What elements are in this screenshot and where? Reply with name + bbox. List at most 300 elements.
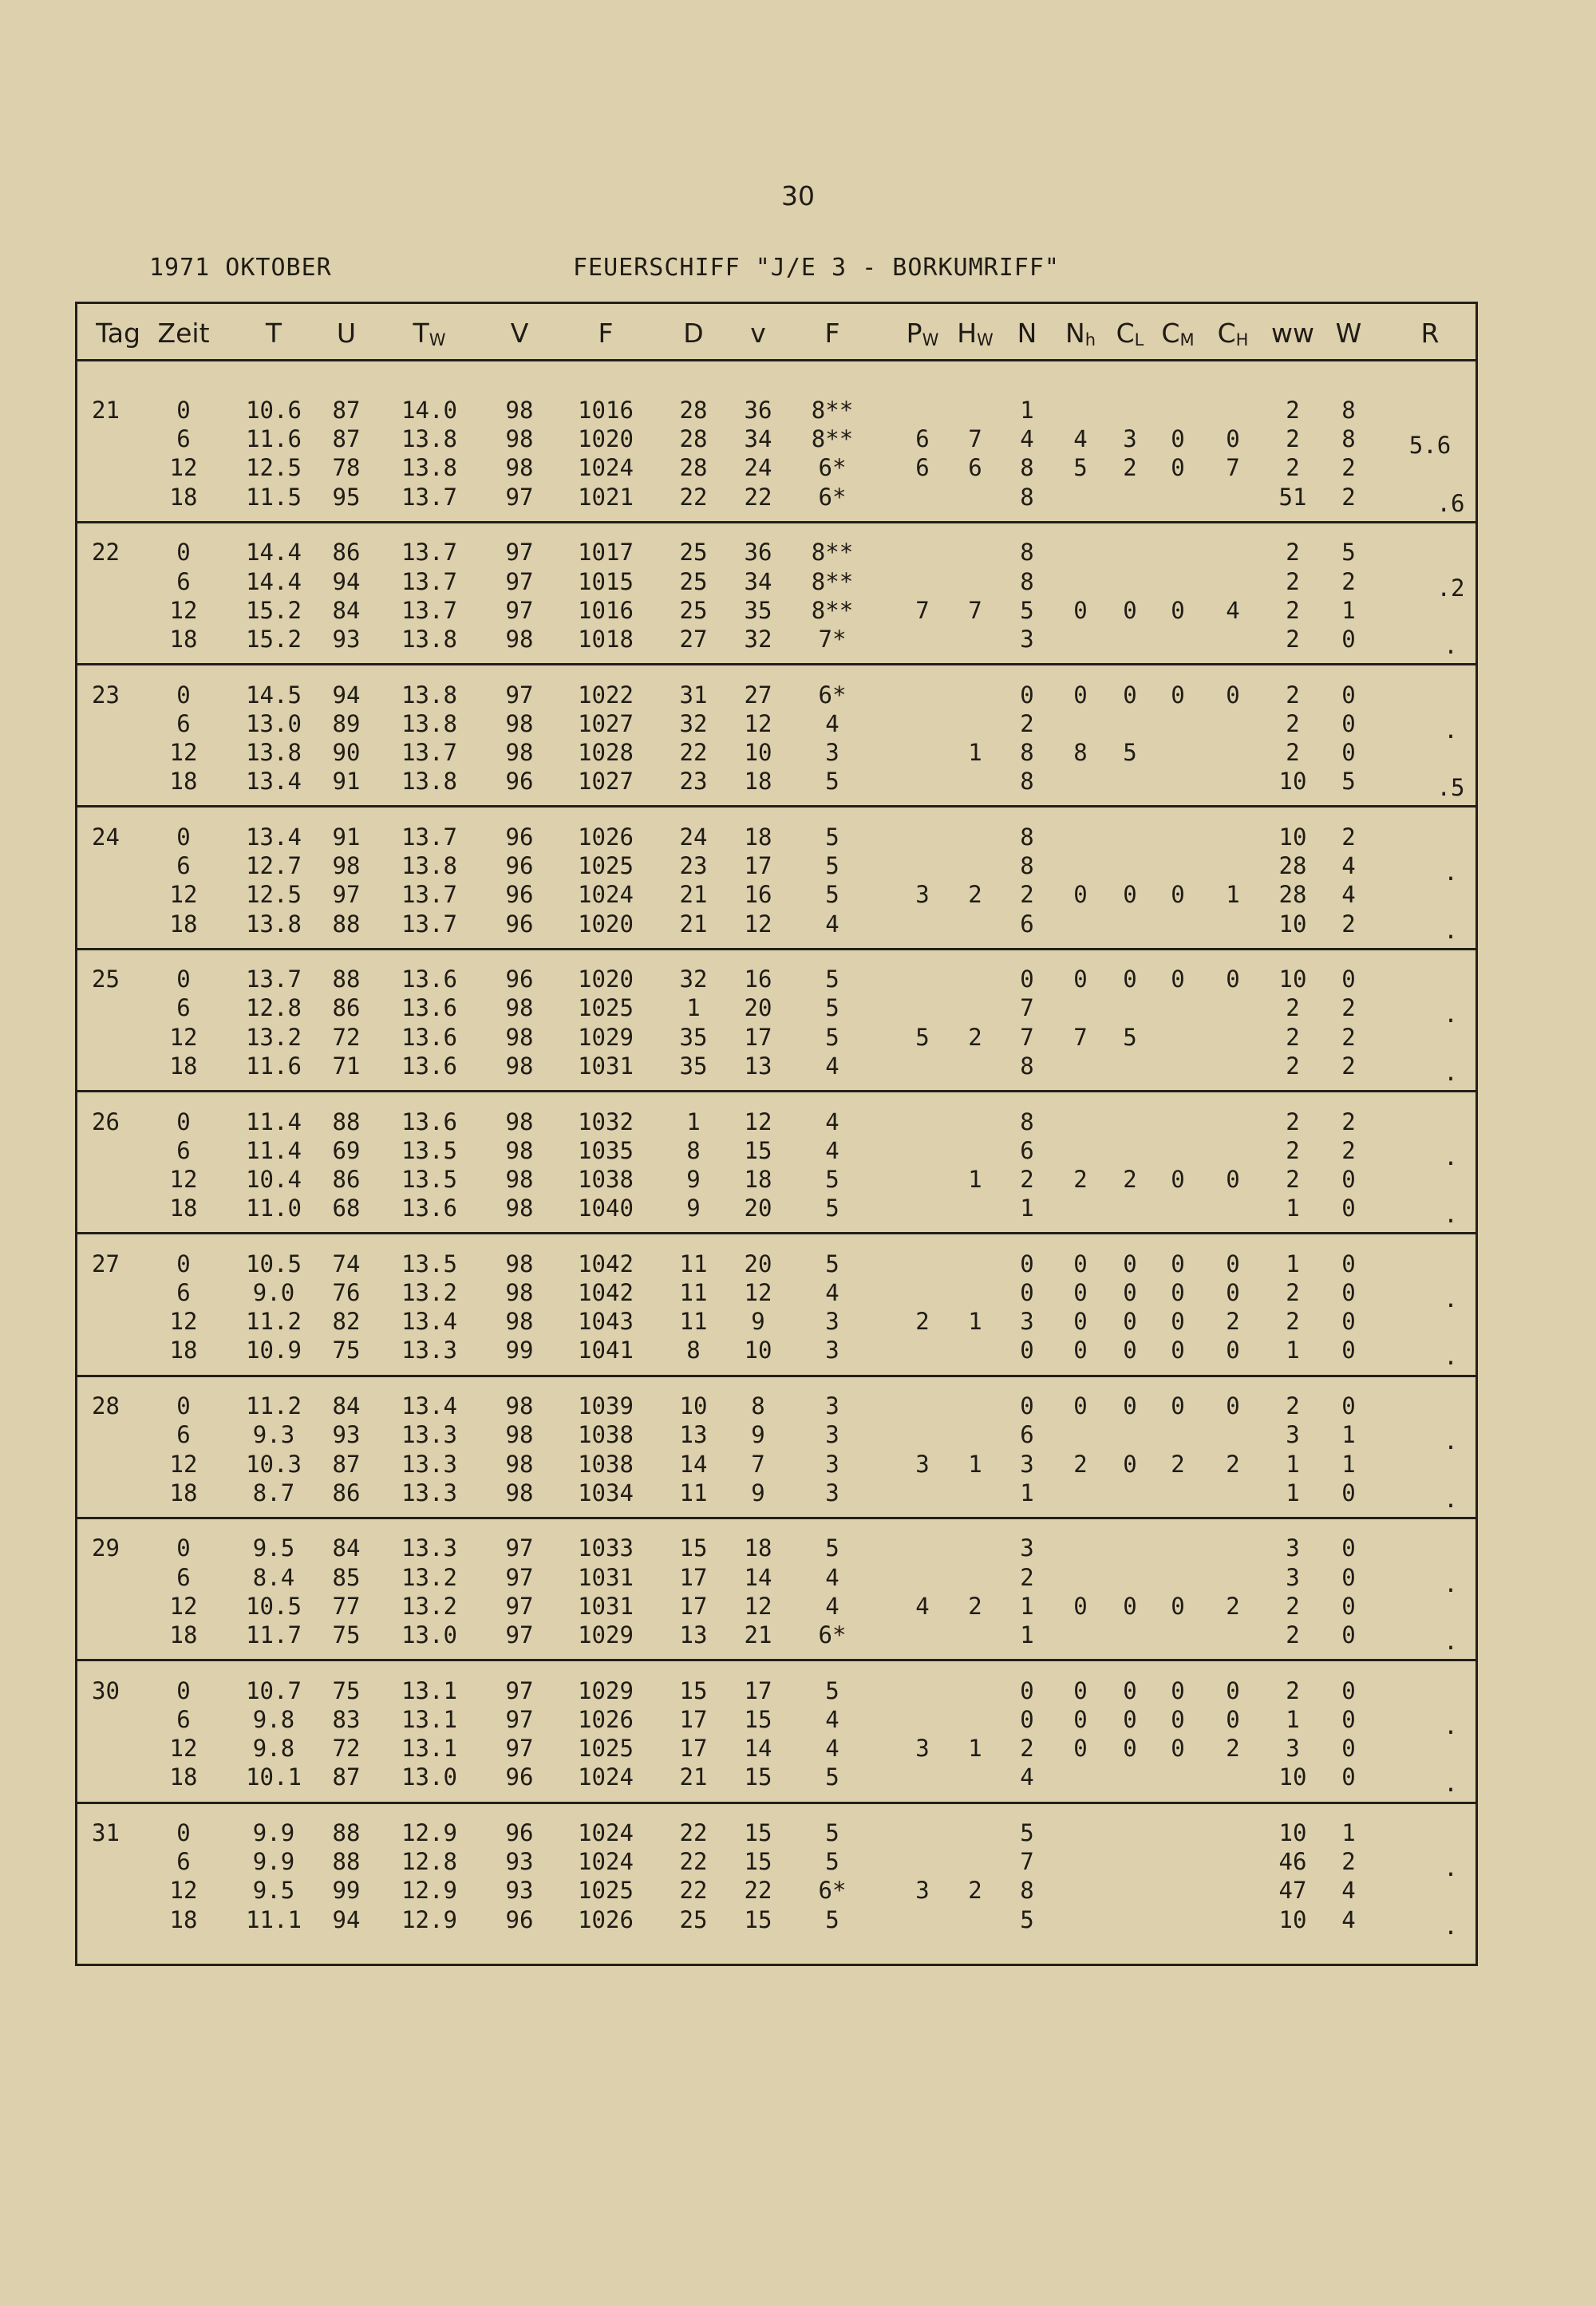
cell-d: 25 (679, 539, 708, 567)
cell-t: 11.4 (246, 1136, 302, 1164)
day-separator (75, 1375, 1478, 1377)
cell-d: 28 (679, 425, 708, 453)
column-header-label: Zeit (157, 318, 210, 349)
cell-nh: 7 (1073, 1023, 1088, 1051)
cell-n: 2 (1020, 1563, 1034, 1591)
cell-zeit: 6 (176, 567, 191, 595)
cell-r: . (1444, 1770, 1458, 1798)
cell-n: 7 (1020, 1848, 1034, 1876)
day-separator (75, 1802, 1478, 1804)
cell-u: 87 (332, 1450, 361, 1478)
cell-n: 4 (1020, 1763, 1034, 1791)
cell-r: . (1444, 1427, 1458, 1455)
cell-zeit: 0 (176, 965, 191, 993)
cell-pw: 7 (915, 596, 930, 624)
cell-cm: 0 (1171, 681, 1185, 709)
cell-r: . (1444, 1343, 1458, 1371)
cell-d: 17 (679, 1592, 708, 1620)
column-header-label: C (1217, 318, 1236, 349)
cell-ch: 0 (1226, 1279, 1240, 1306)
cell-cm: 0 (1171, 1308, 1185, 1336)
cell-tw: 13.6 (401, 994, 457, 1022)
cell-ww: 1 (1286, 1450, 1300, 1478)
cell-t: 8.7 (252, 1479, 295, 1506)
cell-u: 88 (332, 1819, 361, 1846)
cell-f: 3 (825, 1479, 839, 1506)
cell-u: 93 (332, 1421, 361, 1449)
cell-v: 98 (505, 1479, 534, 1506)
cell-n: 0 (1020, 1392, 1034, 1420)
cell-tw: 13.1 (401, 1705, 457, 1733)
cell-w: 8 (1341, 397, 1356, 424)
cell-t: 10.7 (246, 1676, 302, 1704)
column-header-subscript: W (977, 330, 994, 349)
column-header-cm (1161, 318, 1194, 349)
cell-nh: 0 (1073, 1337, 1088, 1364)
day-separator (75, 663, 1478, 665)
cell-v: 96 (505, 1905, 534, 1933)
cell-u: 72 (332, 1735, 361, 1763)
cell-tw: 13.6 (401, 965, 457, 993)
cell-pw: 6 (915, 425, 930, 453)
cell-hw: 1 (968, 739, 982, 766)
cell-u: 94 (332, 1905, 361, 1933)
cell-ww: 3 (1286, 1534, 1300, 1562)
cell-w: 2 (1341, 567, 1356, 595)
cell-cl: 0 (1123, 1279, 1137, 1306)
cell-cm: 0 (1171, 965, 1185, 993)
cell-t: 12.5 (246, 454, 302, 482)
cell-w: 0 (1341, 1194, 1356, 1222)
cell-tw: 13.7 (401, 567, 457, 595)
cell-t: 10.3 (246, 1450, 302, 1478)
cell-u: 82 (332, 1308, 361, 1336)
cell-r: . (1444, 1628, 1458, 1655)
cell-r: . (1444, 1712, 1458, 1739)
cell-f: 3 (825, 1392, 839, 1420)
cell-d: 17 (679, 1563, 708, 1591)
cell-zeit: 0 (176, 1250, 191, 1277)
cell-zeit: 18 (169, 1905, 198, 1933)
cell-d: 14 (679, 1450, 708, 1478)
day-separator (75, 521, 1478, 523)
cell-v: 98 (505, 994, 534, 1022)
day-number: 30 (92, 1676, 120, 1704)
cell-hw: 1 (968, 1735, 982, 1763)
cell-u: 71 (332, 1052, 361, 1080)
cell-f: 5 (825, 1763, 839, 1791)
cell-v: 15 (744, 1905, 772, 1933)
cell-f: 4 (825, 1108, 839, 1135)
cell-w: 4 (1341, 881, 1356, 909)
cell-n: 8 (1020, 1877, 1034, 1905)
cell-r: . (1444, 1912, 1458, 1940)
column-header-n (1017, 318, 1037, 349)
cell-v: 98 (505, 425, 534, 453)
cell-zeit: 12 (169, 1877, 198, 1905)
cell-d: 23 (679, 768, 708, 796)
cell-tw: 13.8 (401, 425, 457, 453)
cell-v: 97 (505, 1592, 534, 1620)
cell-ch: 0 (1226, 1676, 1240, 1704)
cell-fp: 1020 (578, 425, 634, 453)
cell-n: 3 (1020, 1308, 1034, 1336)
cell-d: 8 (686, 1337, 701, 1364)
cell-zeit: 18 (169, 910, 198, 938)
cell-cl: 0 (1123, 965, 1137, 993)
cell-cl: 5 (1123, 739, 1137, 766)
cell-nh: 0 (1073, 1308, 1088, 1336)
cell-fp: 1043 (578, 1308, 634, 1336)
cell-v: 97 (505, 539, 534, 567)
day-number: 21 (92, 397, 120, 424)
cell-d: 25 (679, 567, 708, 595)
cell-fp: 1022 (578, 681, 634, 709)
cell-ww: 2 (1286, 709, 1300, 737)
cell-u: 75 (332, 1621, 361, 1649)
cell-f: 3 (825, 1308, 839, 1336)
cell-d: 13 (679, 1621, 708, 1649)
cell-d: 23 (679, 852, 708, 880)
cell-hw: 2 (968, 881, 982, 909)
cell-tw: 13.6 (401, 1108, 457, 1135)
cell-v: 12 (744, 1108, 772, 1135)
cell-w: 0 (1341, 739, 1356, 766)
cell-n: 3 (1020, 1534, 1034, 1562)
cell-w: 0 (1341, 1563, 1356, 1591)
cell-tw: 13.0 (401, 1621, 457, 1649)
cell-fp: 1024 (578, 881, 634, 909)
cell-zeit: 12 (169, 596, 198, 624)
cell-zeit: 6 (176, 1705, 191, 1733)
cell-v: 15 (744, 1819, 772, 1846)
cell-v: 97 (505, 1534, 534, 1562)
cell-d: 11 (679, 1479, 708, 1506)
cell-zeit: 0 (176, 823, 191, 851)
cell-w: 1 (1341, 1421, 1356, 1449)
cell-v: 98 (505, 1392, 534, 1420)
cell-v: 98 (505, 397, 534, 424)
cell-tw: 13.7 (401, 910, 457, 938)
cell-tw: 14.0 (401, 397, 457, 424)
cell-n: 0 (1020, 1250, 1034, 1277)
cell-tw: 13.6 (401, 1194, 457, 1222)
cell-zeit: 18 (169, 483, 198, 511)
cell-tw: 13.3 (401, 1534, 457, 1562)
cell-v: 99 (505, 1337, 534, 1364)
cell-f: 4 (825, 1735, 839, 1763)
cell-v: 20 (744, 1194, 772, 1222)
cell-nh: 0 (1073, 881, 1088, 909)
cell-cm: 0 (1171, 425, 1185, 453)
cell-cm: 0 (1171, 454, 1185, 482)
cell-v: 17 (744, 1676, 772, 1704)
cell-w: 1 (1341, 1819, 1356, 1846)
cell-ch: 0 (1226, 681, 1240, 709)
cell-r: . (1444, 859, 1458, 886)
cell-zeit: 6 (176, 1279, 191, 1306)
cell-ww: 2 (1286, 567, 1300, 595)
cell-d: 28 (679, 454, 708, 482)
column-header-subscript: W (922, 330, 939, 349)
column-header-v (511, 318, 529, 349)
cell-cm: 0 (1171, 881, 1185, 909)
cell-zeit: 0 (176, 539, 191, 567)
column-header-cl (1116, 318, 1144, 349)
cell-t: 11.2 (246, 1308, 302, 1336)
cell-tw: 13.3 (401, 1479, 457, 1506)
cell-f: 3 (825, 739, 839, 766)
cell-zeit: 0 (176, 397, 191, 424)
cell-d: 9 (686, 1194, 701, 1222)
cell-n: 2 (1020, 1735, 1034, 1763)
cell-tw: 13.4 (401, 1308, 457, 1336)
cell-t: 12.7 (246, 852, 302, 880)
cell-t: 13.4 (246, 823, 302, 851)
cell-r: 5.6 (1408, 432, 1452, 460)
cell-fp: 1031 (578, 1563, 634, 1591)
cell-t: 14.4 (246, 567, 302, 595)
cell-t: 8.4 (252, 1563, 295, 1591)
cell-fp: 1033 (578, 1534, 634, 1562)
cell-ch: 0 (1226, 1250, 1240, 1277)
cell-v: 97 (505, 596, 534, 624)
cell-cl: 0 (1123, 1592, 1137, 1620)
cell-w: 0 (1341, 1279, 1356, 1306)
header-separator (75, 359, 1478, 361)
cell-tw: 13.6 (401, 1023, 457, 1051)
cell-u: 68 (332, 1194, 361, 1222)
column-header-subscript: H (1235, 330, 1249, 349)
column-header-subscript: h (1084, 330, 1096, 349)
column-header-v (750, 318, 766, 349)
cell-t: 13.8 (246, 910, 302, 938)
cell-d: 32 (679, 965, 708, 993)
cell-pw: 4 (915, 1592, 930, 1620)
cell-nh: 0 (1073, 1592, 1088, 1620)
cell-v: 12 (744, 910, 772, 938)
cell-hw: 1 (968, 1308, 982, 1336)
day-number: 26 (92, 1108, 120, 1135)
cell-n: 6 (1020, 1136, 1034, 1164)
cell-t: 11.6 (246, 425, 302, 453)
column-header-t (266, 318, 282, 349)
cell-ww: 47 (1278, 1877, 1307, 1905)
cell-v: 93 (505, 1848, 534, 1876)
cell-ch: 7 (1226, 454, 1240, 482)
cell-n: 4 (1020, 425, 1034, 453)
cell-zeit: 0 (176, 1392, 191, 1420)
cell-zeit: 12 (169, 881, 198, 909)
cell-cm: 0 (1171, 1592, 1185, 1620)
cell-cl: 0 (1123, 881, 1137, 909)
cell-fp: 1027 (578, 709, 634, 737)
cell-fp: 1024 (578, 1819, 634, 1846)
cell-zeit: 6 (176, 709, 191, 737)
cell-zeit: 6 (176, 852, 191, 880)
cell-u: 95 (332, 483, 361, 511)
cell-d: 11 (679, 1250, 708, 1277)
cell-t: 9.5 (252, 1534, 295, 1562)
cell-ww: 1 (1286, 1479, 1300, 1506)
column-header-subscript: M (1179, 330, 1195, 349)
cell-n: 8 (1020, 1108, 1034, 1135)
column-header-label: T (265, 318, 282, 349)
cell-d: 11 (679, 1308, 708, 1336)
cell-u: 89 (332, 709, 361, 737)
column-header-label: C (1116, 318, 1135, 349)
cell-v: 98 (505, 709, 534, 737)
cell-v: 15 (744, 1136, 772, 1164)
cell-t: 9.8 (252, 1735, 295, 1763)
cell-fp: 1028 (578, 739, 634, 766)
cell-r: . (1444, 1001, 1458, 1029)
cell-fp: 1042 (578, 1250, 634, 1277)
cell-w: 0 (1341, 1250, 1356, 1277)
cell-v: 97 (505, 1705, 534, 1733)
cell-pw: 3 (915, 1735, 930, 1763)
cell-hw: 2 (968, 1592, 982, 1620)
cell-hw: 2 (968, 1877, 982, 1905)
cell-v: 34 (744, 567, 772, 595)
cell-t: 15.2 (246, 596, 302, 624)
cell-tw: 13.3 (401, 1421, 457, 1449)
cell-tw: 13.8 (401, 454, 457, 482)
day-separator (75, 1517, 1478, 1519)
cell-u: 86 (332, 994, 361, 1022)
cell-zeit: 18 (169, 1479, 198, 1506)
cell-r: .5 (1436, 774, 1465, 802)
cell-w: 0 (1341, 1676, 1356, 1704)
cell-fp: 1017 (578, 539, 634, 567)
cell-t: 13.0 (246, 709, 302, 737)
cell-cm: 2 (1171, 1450, 1185, 1478)
cell-r: . (1444, 1143, 1458, 1171)
cell-t: 10.1 (246, 1763, 302, 1791)
cell-f: 4 (825, 910, 839, 938)
cell-f: 4 (825, 1279, 839, 1306)
cell-nh: 0 (1073, 1676, 1088, 1704)
cell-d: 15 (679, 1534, 708, 1562)
cell-tw: 12.8 (401, 1848, 457, 1876)
column-header-label: v (750, 318, 766, 349)
cell-fp: 1025 (578, 852, 634, 880)
cell-ch: 4 (1226, 596, 1240, 624)
cell-nh: 0 (1073, 1735, 1088, 1763)
cell-n: 5 (1020, 1819, 1034, 1846)
day-separator (75, 805, 1478, 807)
cell-d: 11 (679, 1279, 708, 1306)
cell-cl: 0 (1123, 1705, 1137, 1733)
cell-t: 12.5 (246, 881, 302, 909)
cell-w: 0 (1341, 1392, 1356, 1420)
cell-ww: 2 (1286, 397, 1300, 424)
cell-v: 9 (751, 1421, 765, 1449)
cell-tw: 13.5 (401, 1165, 457, 1193)
cell-n: 8 (1020, 483, 1034, 511)
cell-u: 86 (332, 1479, 361, 1506)
cell-w: 0 (1341, 1308, 1356, 1336)
cell-t: 14.5 (246, 681, 302, 709)
cell-n: 7 (1020, 1023, 1034, 1051)
cell-u: 87 (332, 397, 361, 424)
cell-ww: 2 (1286, 1308, 1300, 1336)
cell-u: 88 (332, 1848, 361, 1876)
cell-r: . (1444, 1854, 1458, 1882)
cell-w: 0 (1341, 625, 1356, 653)
cell-u: 90 (332, 739, 361, 766)
cell-n: 8 (1020, 539, 1034, 567)
cell-u: 74 (332, 1250, 361, 1277)
cell-f: 8** (811, 397, 854, 424)
cell-zeit: 12 (169, 739, 198, 766)
cell-n: 0 (1020, 1279, 1034, 1306)
cell-d: 17 (679, 1705, 708, 1733)
cell-tw: 12.9 (401, 1819, 457, 1846)
cell-zeit: 6 (176, 1848, 191, 1876)
cell-tw: 13.6 (401, 1052, 457, 1080)
column-header-label: C (1161, 318, 1180, 349)
cell-cm: 0 (1171, 1676, 1185, 1704)
cell-v: 98 (505, 1250, 534, 1277)
cell-v: 96 (505, 852, 534, 880)
cell-fp: 1038 (578, 1421, 634, 1449)
cell-ww: 10 (1278, 823, 1307, 851)
cell-ww: 10 (1278, 768, 1307, 796)
cell-zeit: 6 (176, 1136, 191, 1164)
cell-r: .6 (1436, 489, 1465, 517)
cell-v: 96 (505, 823, 534, 851)
cell-d: 22 (679, 1848, 708, 1876)
cell-f: 4 (825, 1705, 839, 1733)
cell-n: 2 (1020, 881, 1034, 909)
column-header-ww (1271, 318, 1314, 349)
cell-cl: 2 (1123, 1165, 1137, 1193)
cell-n: 2 (1020, 1165, 1034, 1193)
cell-f: 3 (825, 1337, 839, 1364)
cell-v: 36 (744, 539, 772, 567)
cell-hw: 1 (968, 1165, 982, 1193)
cell-v: 17 (744, 852, 772, 880)
cell-v: 27 (744, 681, 772, 709)
cell-tw: 13.7 (401, 539, 457, 567)
cell-ch: 0 (1226, 965, 1240, 993)
cell-ww: 3 (1286, 1421, 1300, 1449)
cell-tw: 13.2 (401, 1563, 457, 1591)
cell-d: 25 (679, 1905, 708, 1933)
column-header-label: ww (1271, 318, 1314, 349)
cell-cl: 2 (1123, 454, 1137, 482)
cell-u: 84 (332, 1392, 361, 1420)
cell-nh: 8 (1073, 739, 1088, 766)
cell-hw: 1 (968, 1450, 982, 1478)
cell-fp: 1031 (578, 1592, 634, 1620)
cell-w: 2 (1341, 1023, 1356, 1051)
cell-ww: 46 (1278, 1848, 1307, 1876)
cell-ww: 2 (1286, 625, 1300, 653)
cell-cl: 3 (1123, 425, 1137, 453)
cell-n: 1 (1020, 1621, 1034, 1649)
column-header-label: V (510, 318, 529, 349)
cell-hw: 7 (968, 425, 982, 453)
cell-fp: 1031 (578, 1052, 634, 1080)
cell-tw: 13.8 (401, 852, 457, 880)
cell-n: 8 (1020, 852, 1034, 880)
cell-u: 94 (332, 567, 361, 595)
cell-zeit: 18 (169, 625, 198, 653)
cell-n: 1 (1020, 397, 1034, 424)
column-header-label: P (906, 318, 922, 349)
